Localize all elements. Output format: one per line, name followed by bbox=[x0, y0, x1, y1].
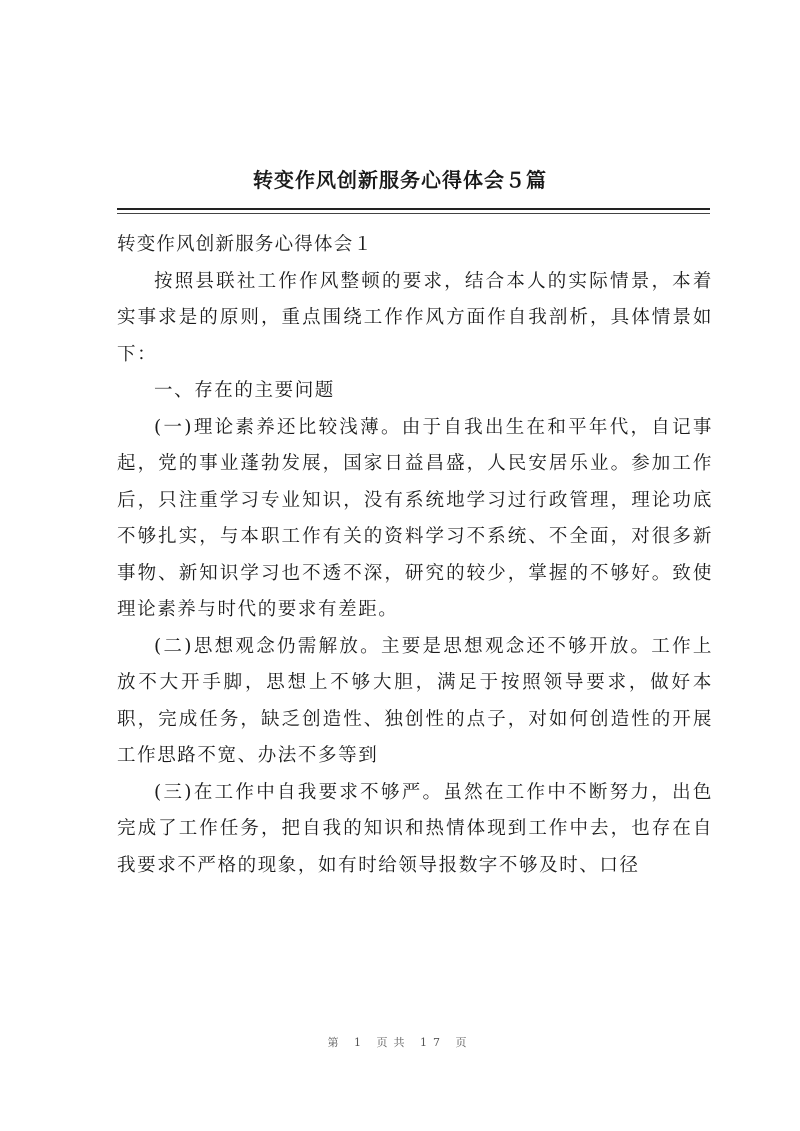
document-body bbox=[117, 227, 713, 884]
section-subtitle: 转变作风创新服务心得体会１ bbox=[117, 234, 374, 255]
issue-paragraph-1: (一)理论素养还比较浅薄。由于自我出生在和平年代，自记事起，党的事业蓬勃发展，国家日益昌盛，人民安居乐业。参加工作后，只注重学习专业知识，没有系统地学习过行政管理，理论功底不够扎实，与本职工作有关的资料学习不系统、不全面，对很多新事物、新知识学习也不透不深，研究的较少，掌握的不够好。致使理论素养与时代的要求有差距。 bbox=[117, 416, 713, 620]
title-divider-secondary bbox=[117, 213, 710, 214]
page-number: 第 1 页共 17 页 bbox=[327, 1036, 473, 1049]
issue-paragraph-2: (二)思想观念仍需解放。主要是思想观念还不够开放。工作上放不大开手脚，思想上不够大胆，满足于按照领导要求，做好本职，完成任务，缺乏创造性、独创性的点子，对如何创造性的开展工作思路不宽、办法不多等到 bbox=[117, 635, 713, 766]
issue-paragraph-3: (三)在工作中自我要求不够严。虽然在工作中不断努力，出色完成了工作任务，把自我的知识和热情体现到工作中去，也存在自我要求不严格的现象，如有时给领导报数字不够及时、口径 bbox=[117, 781, 713, 876]
section-heading: 一、存在的主要问题 bbox=[154, 380, 335, 401]
title-divider bbox=[117, 208, 710, 210]
document-title: 转变作风创新服务心得体会５篇 bbox=[253, 168, 547, 192]
intro-paragraph: 按照县联社工作作风整顿的要求，结合本人的实际情景，本着实事求是的原则，重点围绕工作作风方面作自我剖析，具体情景如下： bbox=[117, 270, 713, 365]
